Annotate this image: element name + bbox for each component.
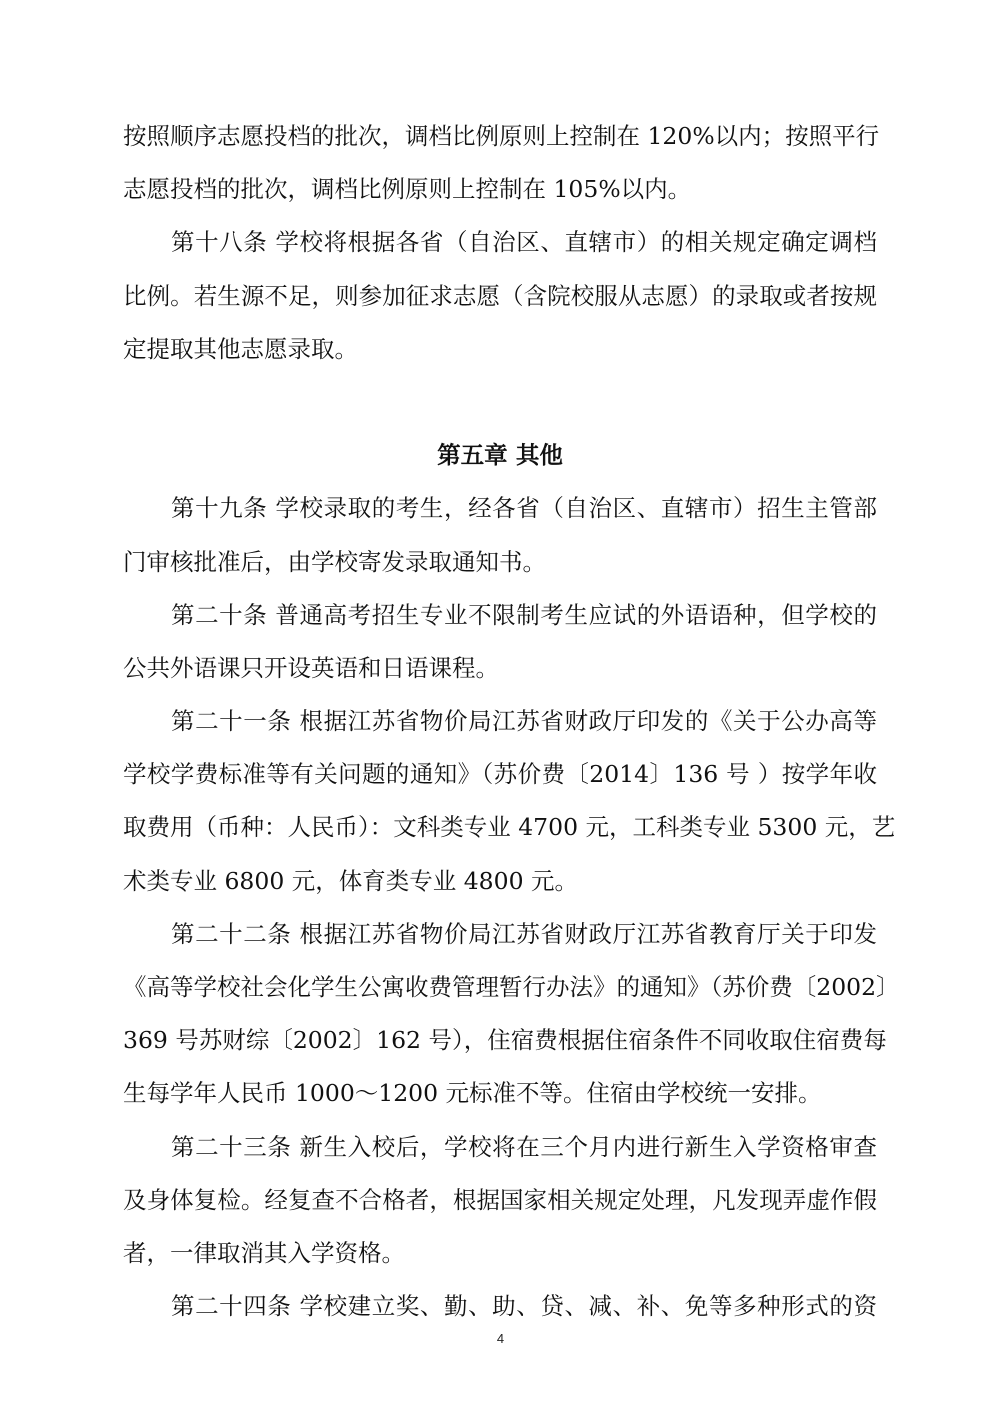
- text-line: 公共外语课只开设英语和日语课程。: [123, 653, 499, 682]
- text-line: 第十九条 学校录取的考生，经各省（自治区、直辖市）招生主管部: [171, 494, 877, 523]
- article-22: [123, 908, 900, 1121]
- paragraph-continued: [123, 110, 880, 216]
- spacer: [123, 376, 877, 429]
- text-line: 及身体复检。经复查不合格者，根据国家相关规定处理，凡发现弄虚作假: [123, 1185, 877, 1214]
- article-19: [123, 482, 877, 588]
- article-21: [123, 695, 896, 908]
- text-line: 第二十一条 根据江苏省物价局江苏省财政厅印发的《关于公办高等: [171, 707, 877, 736]
- text-line: 生每学年人民币 1000～1200 元标准不等。住宿由学校统一安排。: [123, 1079, 822, 1108]
- text-line: 369 号苏财综〔2002〕162 号），住宿费根据住宿条件不同收取住宿费每: [123, 1026, 887, 1055]
- text-line: 者，一律取消其入学资格。: [123, 1238, 405, 1267]
- article-18: [123, 216, 877, 376]
- text-line: 术类专业 6800 元，体育类专业 4800 元。: [123, 866, 578, 895]
- text-line: 第二十条 普通高考招生专业不限制考生应试的外语语种，但学校的: [171, 600, 877, 629]
- text-line: 按照顺序志愿投档的批次，调档比例原则上控制在 120%以内；按照平行: [123, 122, 880, 150]
- text-line: 定提取其他志愿录取。: [123, 334, 358, 363]
- text-line: 《高等学校社会化学生公寓收费管理暂行办法》的通知》（苏价费〔2002〕: [123, 973, 900, 1001]
- article-24: [123, 1280, 877, 1333]
- chapter-heading: 第五章 其他: [437, 441, 563, 470]
- text-line: 比例。若生源不足，则参加征求志愿（含院校服从志愿）的录取或者按规: [123, 281, 877, 310]
- article-23: [123, 1121, 877, 1281]
- text-line: 第二十二条 根据江苏省物价局江苏省财政厅江苏省教育厅关于印发: [171, 919, 877, 948]
- page-number: 4: [496, 1331, 505, 1346]
- text-line: 第二十三条 新生入校后，学校将在三个月内进行新生入学资格审查: [171, 1132, 877, 1161]
- text-line: 志愿投档的批次，调档比例原则上控制在 105%以内。: [123, 175, 692, 204]
- document-body: [123, 110, 900, 1333]
- text-line: 取费用（币种：人民币）：文科类专业 4700 元，工科类专业 5300 元，艺: [123, 813, 896, 842]
- article-20: [123, 589, 877, 695]
- text-line: 学校学费标准等有关问题的通知》（苏价费〔2014〕136 号 ）按学年收: [123, 760, 877, 789]
- text-line: 第十八条 学校将根据各省（自治区、直辖市）的相关规定确定调档: [171, 228, 877, 257]
- text-line: 门审核批准后，由学校寄发录取通知书。: [123, 547, 546, 576]
- text-line: 第二十四条 学校建立奖、勤、助、贷、减、补、免等多种形式的资: [171, 1292, 877, 1321]
